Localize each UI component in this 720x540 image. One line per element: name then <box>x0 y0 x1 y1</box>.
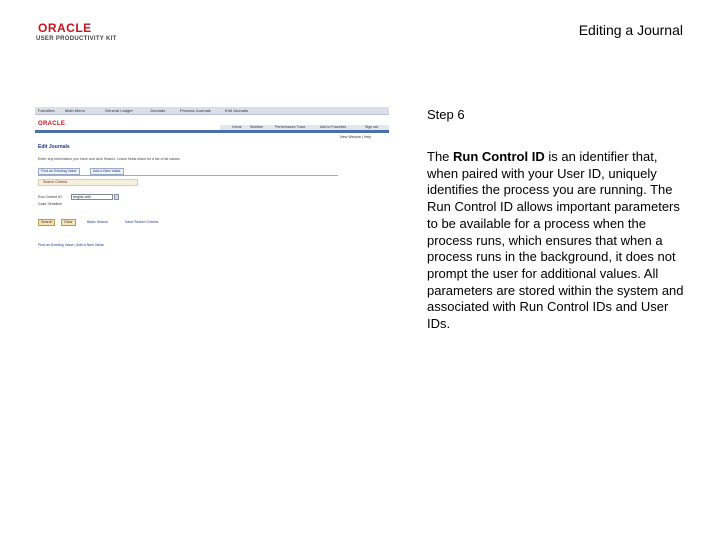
screenshot-new-window-link: New Window | Help <box>340 135 372 139</box>
screenshot-tab-add: Add a New Value <box>90 168 124 175</box>
basic-search-link: Basic Search <box>87 220 109 224</box>
nav-item: Journals <box>150 108 166 113</box>
header-link: Home <box>232 125 242 129</box>
search-criteria-label: Search Criteria <box>43 180 67 184</box>
step-intro: The <box>427 149 454 164</box>
run-control-operator: begins with <box>71 194 113 200</box>
header-link: Worklist <box>250 125 263 129</box>
step-description <box>427 149 689 333</box>
nav-item: Favorites <box>38 108 55 113</box>
document-title: Editing a Journal <box>578 22 683 38</box>
save-search-link: Save Search Criteria <box>125 220 159 224</box>
screenshot-footer-links: Find an Existing Value | Add a New Value <box>38 243 104 247</box>
oracle-upk-logo <box>36 22 126 48</box>
application-screenshot <box>35 107 389 257</box>
screenshot-nav-bar <box>35 107 389 115</box>
screenshot-search-button: Search <box>38 219 55 226</box>
step-title: Step 6 <box>427 107 465 122</box>
header-link: Performance Trace <box>275 125 306 129</box>
step-body-text: is an identifier that, when paired with your User ID, uniquely identifies the process you are running. The Run Control ID allows important parameters to be available for a process when the process runs, which ensures that when a process runs in the background, it does not prompt the user for additional values. All parameters are stored within the system and associated with Run Control IDs and User IDs. <box>427 149 684 332</box>
run-control-label: Run Control ID: <box>38 195 63 199</box>
upk-logo-text: USER PRODUCTIVITY KIT <box>36 36 117 42</box>
screenshot-divider <box>35 130 389 133</box>
screenshot-clear-button: Clear <box>61 219 76 226</box>
nav-item: Main Menu <box>65 108 85 113</box>
screenshot-page-title: Edit Journals <box>38 144 70 150</box>
screenshot-oracle-logo: ORACLE <box>38 121 66 127</box>
lookup-icon <box>114 194 119 200</box>
oracle-logo-text: ORACLE <box>38 21 92 35</box>
screenshot-instructions: Enter any information you have and click Search. Leave fields blank for a list of all values. <box>38 157 181 161</box>
screenshot-search-criteria-panel <box>38 179 138 186</box>
screenshot-tab-find: Find an Existing Value <box>38 168 80 175</box>
screenshot-header <box>35 116 389 130</box>
step-bold-term: Run Control ID <box>453 149 545 164</box>
nav-item: Process Journals <box>180 108 211 113</box>
screenshot-tab-rule <box>38 175 338 176</box>
header-link: Add to Favorites <box>320 125 347 129</box>
header-link: Sign out <box>365 125 379 129</box>
case-sensitive-checkbox: Case Sensitive <box>38 202 62 206</box>
nav-item: Edit Journals <box>225 108 249 113</box>
nav-item: General Ledger <box>105 108 133 113</box>
